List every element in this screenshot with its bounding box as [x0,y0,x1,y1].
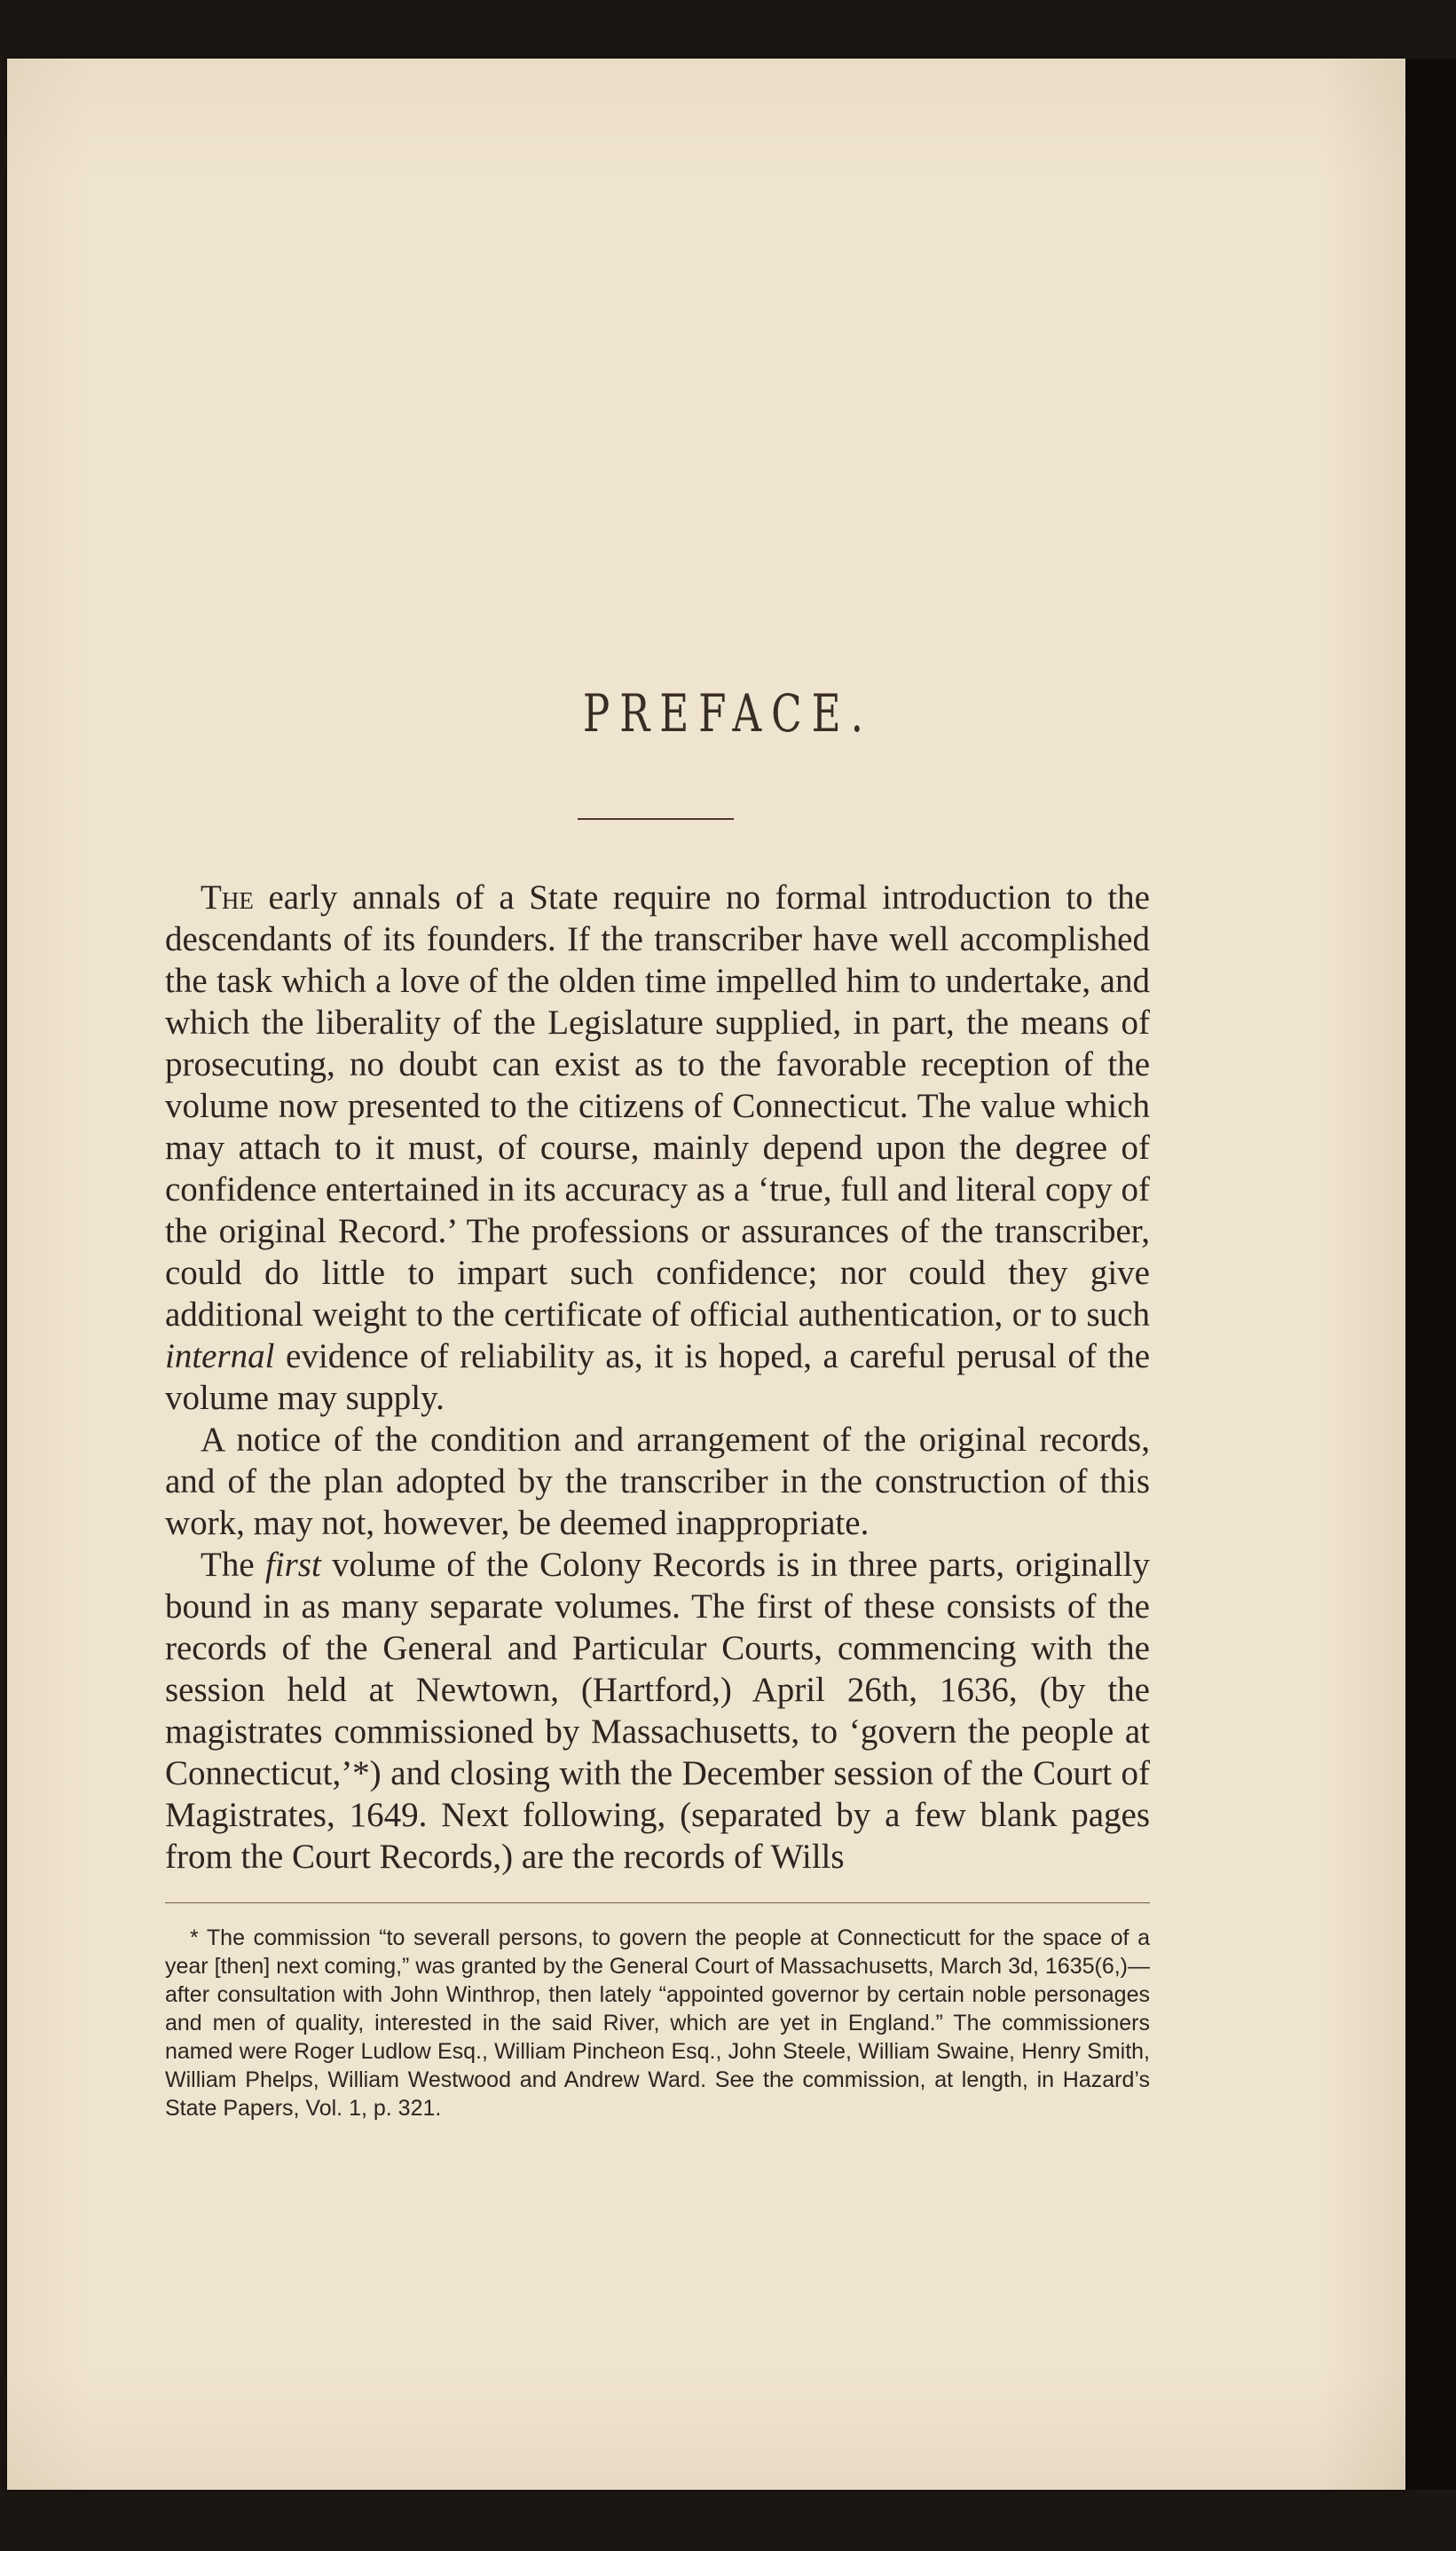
paragraph-1 [165,877,1150,1419]
paragraph-3 [165,1544,1150,1878]
paragraph-1-text-a: early annals of a State require no formal introduction to the descendants of its founders. If the transcriber have well accomplished the task which a love of the olden time impelled him to undertake, and which the liberality of the Legislature supplied, in part, the means of prosecuting, no doubt can exist as to the favorable reception of the volume now presented to the citizens of Connecticut. The value which may attach to it must, of course, mainly depend upon the degree of confidence entertained in its accuracy as a ‘true, full and literal copy of the original Record.’ The professions or assurances of the transcriber, could do little to impart such confidence; nor could they give additional weight to the certificate of official authentication, or to such [165,878,1150,1334]
page-title: PREFACE. [582,683,873,744]
paragraph-3-text-b: volume of the Colony Records is in three parts, originally bound in as many separate volumes. The first of these consists of the records of the General and Particular Courts, commencing with the session held at Newtown, (Hartford,) April 26th, 1636, (by the magistrates commissioned by Massachusetts, to ‘govern the people at Connecticut,’*) and closing with the December session of the Court of Magistrates, 1649. Next following, (separated by a few blank pages from the Court Records,) are the records of Wills [165,1546,1151,1876]
paragraph-1-lead: The [201,878,254,917]
paragraph-1-text-b: evidence of reliability as, it is hoped, a careful perusal of the volume may supply. [165,1337,1150,1417]
scan-top-border [0,0,1456,59]
paragraph-2: A notice of the condition and arrangement of the original records, and of the plan adopted by the transcriber in the construction of this work, may not, however, be deemed inappropriate. [165,1421,1150,1542]
preface-body [165,877,1150,1878]
footnote: * The commission “to severall persons, to govern the people at Connecticutt for the space of a year [then] next coming,” was granted by the General Court of Massachusetts, March 3d, 1635(6,)—after consultation with John Winthrop, then lately “appointed governor by certain noble personages and men of quality, interested in the said River, which are yet in England.” The commissioners named were Roger Ludlow Esq., William Pincheon Esq., John Steele, William Swaine, Henry Smith, William Phelps, William Westwood and Andrew Ward. See the commission, at length, in Hazard’s State Papers, Vol. 1, p. 321. [165,1925,1150,2121]
paragraph-3-emphasis: first [264,1546,321,1584]
footnote-divider [165,1902,1150,1903]
scan-right-border [1405,59,1456,2490]
title-divider [578,818,734,820]
paragraph-1-emphasis: internal [165,1337,275,1375]
paragraph-3-text-a: The [201,1546,265,1584]
